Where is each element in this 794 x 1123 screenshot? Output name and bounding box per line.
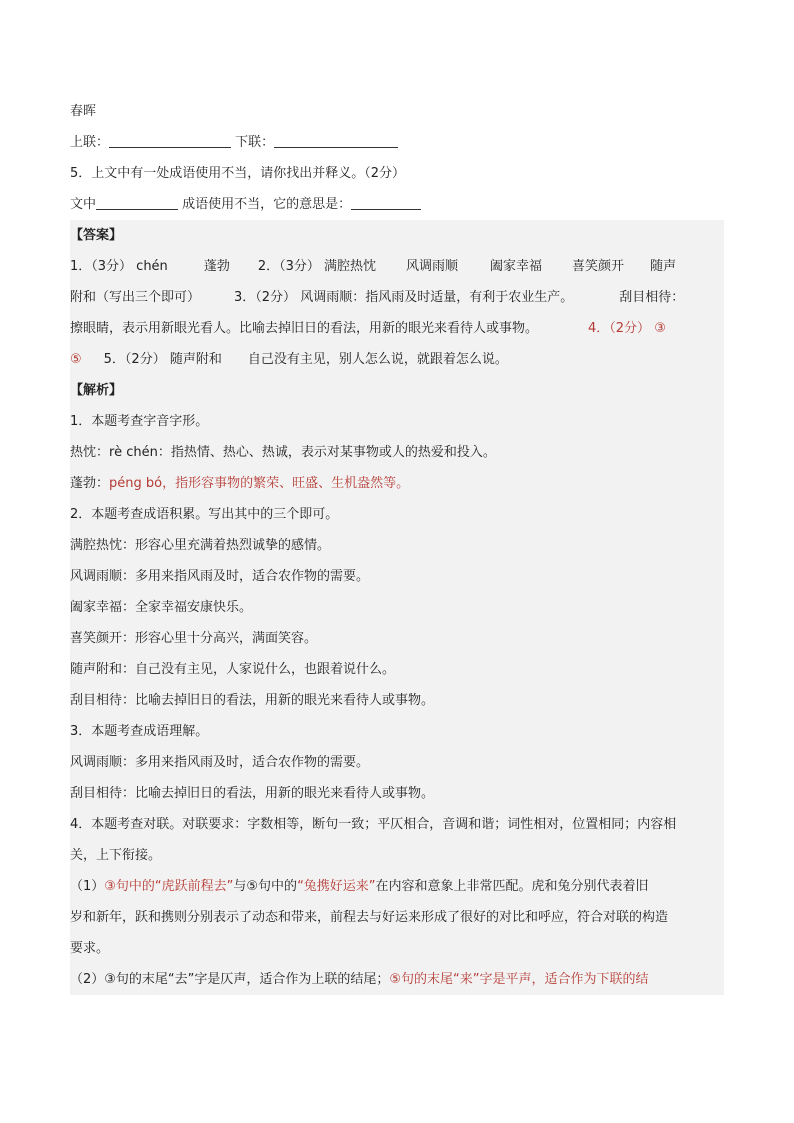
analysis-line [70, 716, 724, 747]
analysis-text: 4．本题考查对联。对联要求：字数相等，断句一致；平仄相合，音调和谐；词性相对，位置相同；内容相 [70, 817, 677, 832]
answer-3-c: 擦眼睛，表示用新眼光看人。比喻去掉旧日的看法，用新的眼光来看待人或事物。 [70, 321, 539, 336]
couplet-down-blank[interactable] [274, 132, 398, 148]
q5-prefix: 文中 [70, 197, 97, 212]
analysis-text: （1） [70, 879, 105, 894]
analysis-line [70, 437, 724, 468]
q5-idiom-blank[interactable] [96, 194, 178, 210]
document-page [70, 96, 724, 995]
analysis-line [70, 530, 724, 561]
analysis-line [70, 592, 724, 623]
analysis-line [70, 933, 724, 964]
couplet-line [70, 127, 724, 158]
analysis-line [70, 654, 724, 685]
q5-meaning-label: 成语使用不当，它的意思是： [182, 197, 352, 212]
analysis-quote: “兔携好运来” [297, 879, 376, 894]
analysis-line [70, 561, 724, 592]
answer-5: 5．（2分） 随声附和 [103, 352, 222, 367]
analysis-text: 1．本题考查字音字形。 [70, 414, 209, 429]
analysis-line [70, 902, 724, 933]
answer-2-note: 附和（写出三个即可） [70, 290, 201, 305]
answer-header [70, 220, 724, 251]
analysis-pinyin: rè chén： [109, 445, 171, 460]
analysis-text: （2）③句的末尾“去”字是仄声，适合作为上联的结尾； [70, 972, 390, 987]
analysis-text: 随声附和：自己没有主见，人家说什么，也跟着说什么。 [70, 662, 396, 677]
analysis-line [70, 809, 724, 840]
analysis-line [70, 871, 724, 902]
answer-2-e: 随声 [650, 259, 677, 274]
answer-2: 2．（3分） 满腔热忱 [257, 259, 377, 274]
analysis-line [70, 964, 724, 995]
question-5-text: 5．上文中有一处成语使用不当，请你找出并释义。（2分） [70, 166, 406, 181]
poem-title [70, 96, 724, 127]
analysis-text: 要求。 [70, 941, 110, 956]
answer-analysis-block [70, 220, 724, 995]
answer-1: 1．（3分） chén [70, 259, 168, 274]
answer-2-b: 风调雨顺 [406, 259, 459, 274]
answer-1-b: 蓬勃 [203, 259, 230, 274]
analysis-line [70, 685, 724, 716]
analysis-text: 阖家幸福：全家幸福安康快乐。 [70, 600, 253, 615]
analysis-text: 与⑤句中的 [233, 879, 298, 894]
analysis-header [70, 375, 724, 406]
answer-5-b: 自己没有主见，别人怎么说，就跟着怎么说。 [247, 352, 508, 367]
analysis-text: 刮目相待：比喻去掉旧日的看法，用新的眼光来看待人或事物。 [70, 693, 435, 708]
answer-3: 3．（2分） 风调雨顺：指风雨及时适量，有利于农业生产。 [234, 290, 574, 305]
analysis-term: 热忱： [70, 445, 110, 460]
analysis-line [70, 747, 724, 778]
answer-4: 4．（2分） ③ [588, 321, 666, 336]
answer-header-text: 【答案】 [70, 228, 123, 243]
question-5-answer-line [70, 189, 724, 220]
answer-line-4 [70, 344, 724, 375]
analysis-text: 关，上下衔接。 [70, 848, 162, 863]
answer-4-b: ⑤ [70, 352, 82, 367]
analysis-text: 风调雨顺：多用来指风雨及时，适合农作物的需要。 [70, 755, 370, 770]
question-5 [70, 158, 724, 189]
answer-2-d: 喜笑颜开 [572, 259, 625, 274]
analysis-line [70, 778, 724, 809]
analysis-text: 满腔热忱：形容心里充满着热烈诚挚的感情。 [70, 538, 331, 553]
analysis-header-text: 【解析】 [70, 383, 123, 398]
analysis-term: 蓬勃： [70, 476, 110, 491]
analysis-line [70, 623, 724, 654]
analysis-text: 风调雨顺：多用来指风雨及时，适合农作物的需要。 [70, 569, 370, 584]
answer-3-b: 刮目相待： [619, 290, 685, 305]
q5-meaning-blank[interactable] [351, 194, 421, 210]
analysis-text: 喜笑颜开：形容心里十分高兴，满面笑容。 [70, 631, 318, 646]
analysis-line [70, 406, 724, 437]
analysis-quote: ③句中的“虎跃前程去” [104, 879, 234, 894]
analysis-line [70, 840, 724, 871]
analysis-text: péng bó，指形容事物的繁荣、旺盛、生机盎然等。 [109, 476, 410, 491]
analysis-text: 指热情、热心、热诚，表示对某事物或人的热爱和投入。 [170, 445, 496, 460]
analysis-line [70, 468, 724, 499]
poem-title-text: 春晖 [70, 104, 97, 119]
couplet-up-label: 上联： [70, 135, 110, 150]
answer-2-c: 阖家幸福 [490, 259, 543, 274]
analysis-text: 2．本题考查成语积累。写出其中的三个即可。 [70, 507, 339, 522]
analysis-text: 在内容和意象上非常匹配。虎和兔分别代表着旧 [375, 879, 649, 894]
couplet-up-blank[interactable] [109, 132, 231, 148]
analysis-text: 3．本题考查成语理解。 [70, 724, 209, 739]
answer-line-2 [70, 282, 724, 313]
analysis-text: 刮目相待：比喻去掉旧日的看法，用新的眼光来看待人或事物。 [70, 786, 435, 801]
analysis-text: 岁和新年，跃和携则分别表示了动态和带来，前程去与好运来形成了很好的对比和呼应，符合对联的构造 [70, 910, 669, 925]
analysis-line [70, 499, 724, 530]
analysis-text: ⑤句的末尾“来”字是平声，适合作为下联的结 [389, 972, 649, 987]
answer-line-3 [70, 313, 724, 344]
answer-line-1 [70, 251, 724, 282]
couplet-down-label: 下联： [235, 135, 275, 150]
